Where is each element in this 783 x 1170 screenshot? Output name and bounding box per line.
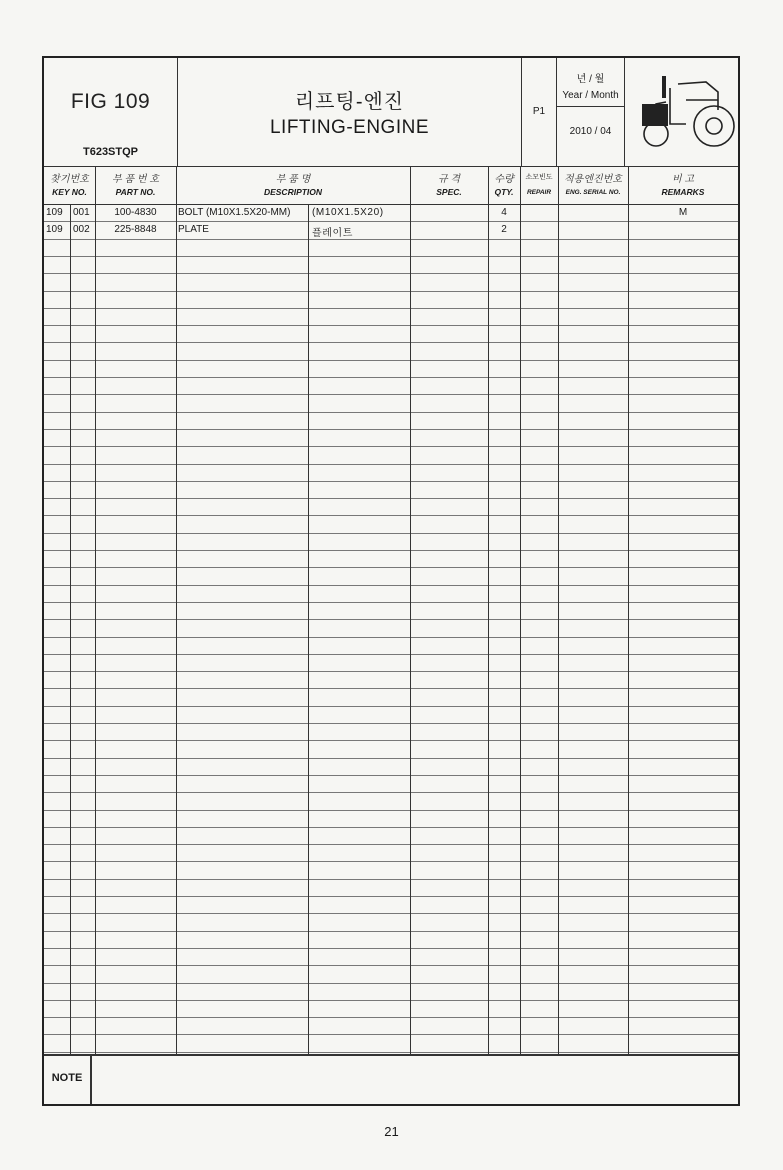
ruled-line	[44, 792, 738, 793]
column-divider	[628, 166, 629, 1054]
column-header-ko-4: 수량	[494, 174, 514, 185]
fig-number: FIG 109	[70, 90, 151, 113]
column-divider	[70, 204, 71, 1054]
column-header-en-7: REMARKS	[661, 187, 705, 197]
note-label: NOTE	[51, 1072, 83, 1084]
column-header-ko-0: 찾기번호	[50, 174, 89, 185]
column-divider	[176, 166, 177, 1054]
ruled-line	[44, 637, 738, 638]
engine-block-highlight	[642, 104, 668, 126]
column-header-ko-3: 규 격	[437, 174, 461, 185]
column-divider	[308, 204, 309, 1054]
cell-desc-en: BOLT (M10X1.5X20-MM)	[178, 207, 291, 218]
cell-key-a: 109	[46, 224, 63, 236]
ruled-line	[44, 861, 738, 862]
ruled-line	[44, 931, 738, 932]
issue-date: 2010 / 04	[569, 126, 612, 137]
ruled-line	[44, 965, 738, 966]
title-english: LIFTING-ENGINE	[269, 117, 429, 138]
cell-part-no: 100-4830	[114, 207, 157, 218]
ruled-line	[44, 550, 738, 551]
title-korean: 리프팅-엔진	[294, 91, 405, 113]
ruled-line	[44, 879, 738, 880]
ruled-line	[44, 585, 738, 586]
column-header-ko-7: 비 고	[671, 174, 695, 185]
column-header-ko-5: 소모빈도	[525, 174, 553, 181]
cell-qty: 2	[501, 224, 507, 236]
cell-key-b: 002	[73, 224, 90, 236]
ruled-line	[44, 983, 738, 984]
column-divider	[520, 166, 521, 1054]
cell-part-no: 225-8848	[114, 224, 157, 236]
column-header-en-6: ENG. SERIAL NO.	[565, 189, 621, 196]
cell-key-b: 001	[73, 207, 90, 218]
ruled-line	[44, 221, 738, 222]
column-divider	[558, 166, 559, 1054]
cell-desc-ko: (M10X1.5X20)	[312, 207, 384, 218]
ruled-line	[44, 325, 738, 326]
ruled-line	[44, 810, 738, 811]
ruled-line	[44, 1017, 738, 1018]
column-divider	[488, 166, 489, 1054]
ruled-line	[44, 429, 738, 430]
note-top-line	[44, 1054, 738, 1056]
ruled-line	[44, 758, 738, 759]
note-divider	[90, 1054, 92, 1104]
ruled-line	[44, 273, 738, 274]
cell-desc-ko: 플레이트	[312, 228, 354, 240]
ruled-line	[44, 654, 738, 655]
ruled-line	[44, 723, 738, 724]
column-header-en-2: DESCRIPTION	[263, 187, 323, 197]
ruled-line	[44, 567, 738, 568]
ruled-line	[44, 360, 738, 361]
ruled-line	[44, 515, 738, 516]
column-header-ko-1: 부 품 번 호	[112, 174, 159, 185]
ruled-line	[44, 1034, 738, 1035]
ruled-line	[44, 342, 738, 343]
ruled-line	[44, 688, 738, 689]
ruled-line	[44, 464, 738, 465]
ruled-line	[44, 619, 738, 620]
ruled-line	[44, 740, 738, 741]
year-month-english: Year / Month	[562, 90, 619, 101]
ruled-line	[44, 706, 738, 707]
page-code: P1	[532, 106, 546, 117]
cell-remarks: M	[678, 207, 688, 218]
ruled-line	[44, 394, 738, 395]
ruled-line	[44, 844, 738, 845]
ruled-line	[44, 671, 738, 672]
ruled-line	[44, 498, 738, 499]
ruled-line	[44, 446, 738, 447]
column-header-en-5: REPAIR	[526, 189, 552, 196]
ruled-line	[44, 827, 738, 828]
ruled-line	[44, 602, 738, 603]
year-month-korean: 년 / 월	[576, 74, 605, 85]
ruled-line	[44, 913, 738, 914]
ruled-line	[44, 256, 738, 257]
ruled-line	[44, 533, 738, 534]
ruled-line	[44, 896, 738, 897]
cell-key-a: 109	[46, 207, 63, 218]
column-header-en-3: SPEC.	[436, 187, 462, 197]
year-month-divider	[556, 106, 624, 107]
ruled-line	[44, 948, 738, 949]
ruled-line	[44, 481, 738, 482]
cell-qty: 4	[501, 207, 507, 218]
column-header-en-0: KEY NO.	[52, 187, 87, 197]
ruled-line	[44, 1000, 738, 1001]
ruled-line	[44, 377, 738, 378]
date-divider	[624, 58, 625, 166]
ruled-line	[44, 308, 738, 309]
column-header-en-1: PART NO.	[115, 187, 156, 197]
cell-desc-en: PLATE	[178, 224, 209, 236]
column-divider	[410, 166, 411, 1054]
parts-sheet	[42, 56, 740, 1106]
tractor-icon	[626, 64, 738, 162]
ruled-line	[44, 291, 738, 292]
ruled-line	[44, 775, 738, 776]
column-header-bottom-line	[44, 204, 738, 205]
header-bottom-line	[44, 166, 738, 167]
ruled-line	[44, 1052, 738, 1053]
column-header-ko-2: 부 품 명	[275, 174, 311, 185]
page-number: 21	[384, 1124, 399, 1139]
column-header-en-4: QTY.	[494, 187, 514, 197]
column-header-ko-6: 적용엔진번호	[564, 174, 622, 185]
column-divider	[95, 166, 96, 1054]
ruled-line	[44, 412, 738, 413]
model-code: T623STQP	[82, 146, 139, 158]
